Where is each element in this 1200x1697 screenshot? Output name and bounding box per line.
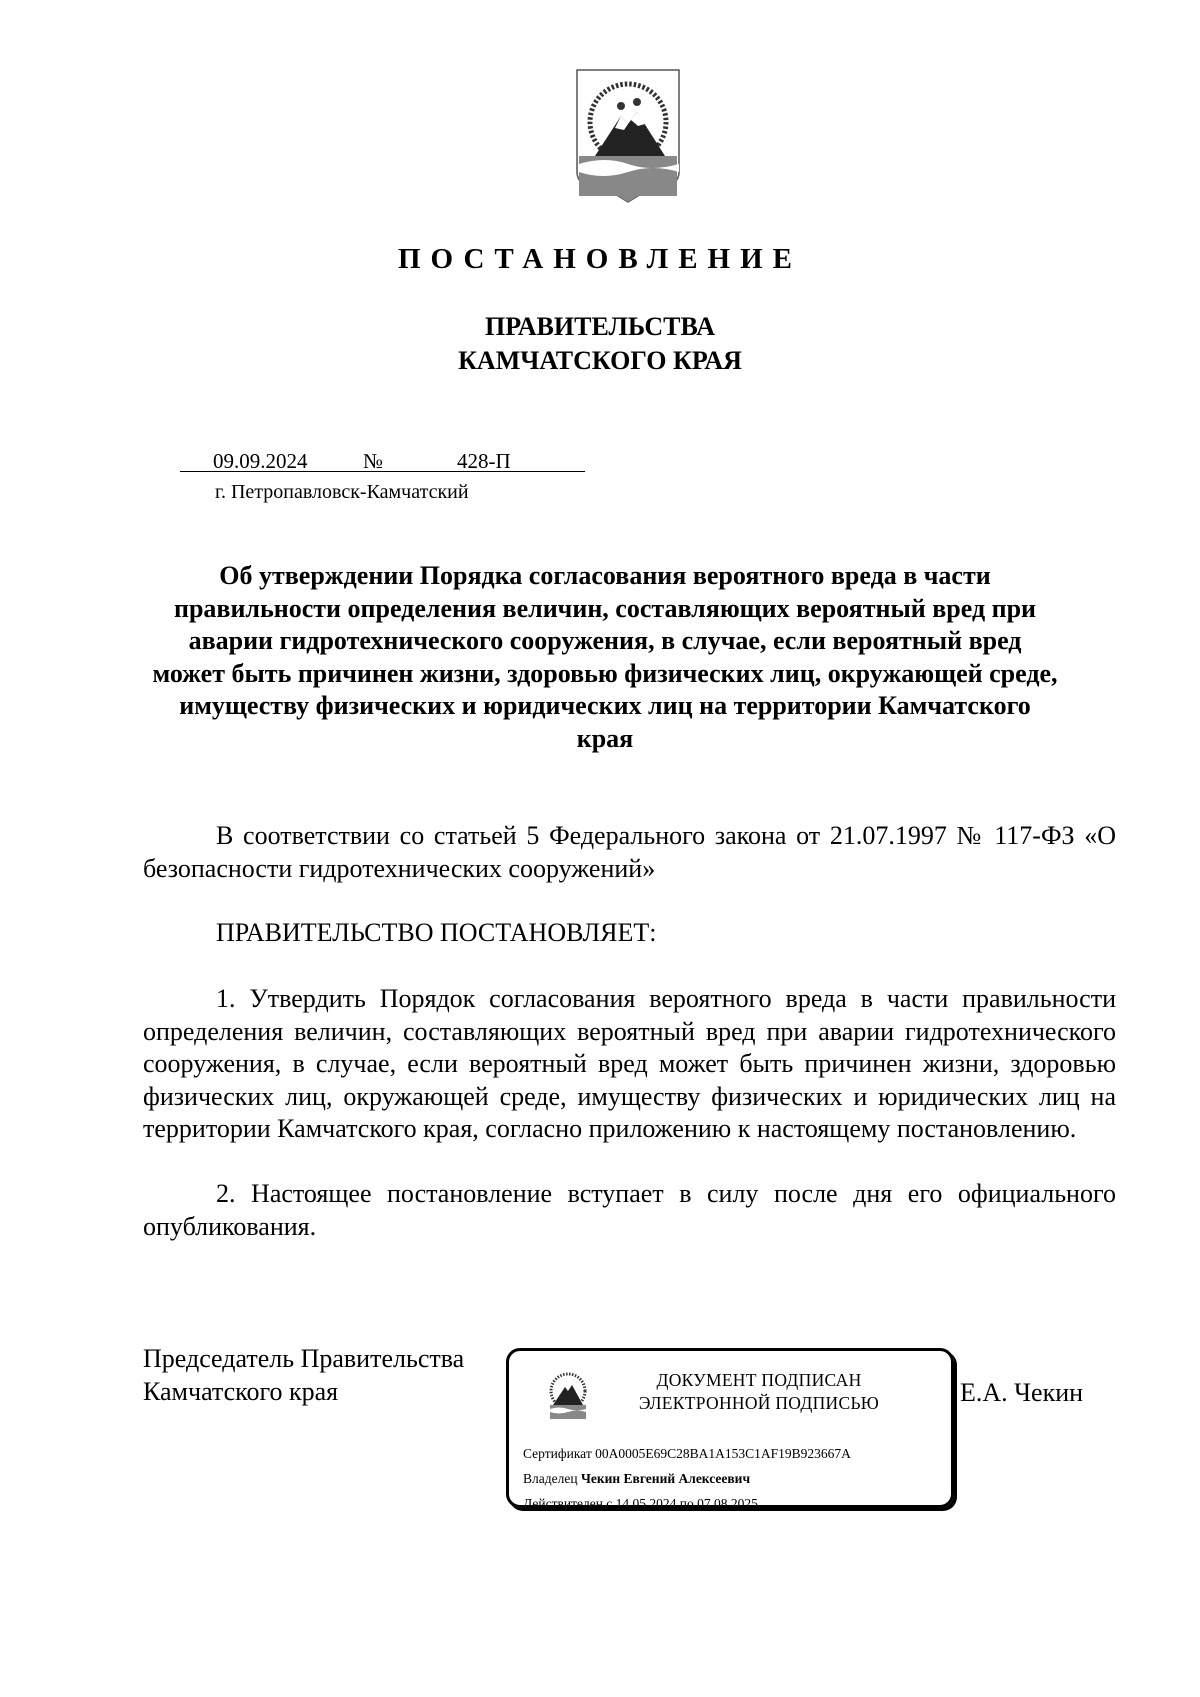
- document-date: 09.09.2024: [213, 449, 308, 473]
- position-line-2: Камчатского края: [143, 1377, 339, 1406]
- certificate-value: 00A0005E69C28BA1A153C1AF19B923667A: [595, 1446, 851, 1461]
- signatory-position: [143, 1342, 464, 1408]
- date-number-line: [180, 448, 585, 474]
- coat-of-arms-icon: [575, 68, 681, 204]
- clause-1: [143, 983, 1116, 1146]
- valid-label: Действителен с: [523, 1496, 613, 1511]
- stamp-title-line-1: ДОКУМЕНТ ПОДПИСАН: [656, 1370, 862, 1390]
- position-line-1: Председатель Правительства: [143, 1344, 465, 1373]
- issuer: [0, 310, 1200, 378]
- validity-row: [523, 1495, 758, 1512]
- certificate-label: Сертификат: [523, 1446, 592, 1461]
- stamp-emblem-icon: [547, 1371, 589, 1425]
- city: г. Петропавловск-Камчатский: [215, 481, 469, 503]
- decree-heading: ПРАВИТЕЛЬСТВО ПОСТАНОВЛЯЕТ:: [216, 918, 657, 947]
- issuer-line-2: КАМЧАТСКОГО КРАЯ: [458, 346, 742, 375]
- valid-to-label: по: [679, 1496, 694, 1511]
- preamble-text: В соответствии со статьей 5 Федерального закона от 21.07.1997 № 117-ФЗ «О безопасности гидротехнических сооружений»: [143, 821, 1116, 883]
- clause-2: [143, 1178, 1116, 1243]
- issuer-line-1: ПРАВИТЕЛЬСТВА: [485, 312, 715, 341]
- document-number: 428-П: [457, 449, 511, 473]
- number-sign: №: [363, 449, 384, 473]
- document-type: ПОСТАНОВЛЕНИЕ: [397, 243, 802, 275]
- electronic-signature-stamp: [506, 1348, 954, 1511]
- owner-row: [523, 1470, 750, 1487]
- clause-1-text: 1. Утвердить Порядок согласования вероятного вреда в части правильности определения величин, составляющих вероятный вред при аварии гидротехнического сооружения, в случае, если вероятный вред может быть причинен жизни, здоровью физических лиц, окружающей среде, имуществу физических и юридических лиц на территории Камчатского края, согласно приложению к настоящему постановлению.: [143, 984, 1116, 1143]
- certificate-row: [523, 1445, 851, 1462]
- stamp-title: [609, 1369, 909, 1415]
- preamble: [143, 820, 1116, 885]
- clause-2-text: 2. Настоящее постановление вступает в силу после дня его официального опубликования.: [143, 1179, 1116, 1241]
- valid-to: 07.08.2025: [697, 1496, 758, 1511]
- signatory-name: Е.А. Чекин: [960, 1378, 1084, 1407]
- owner-value: Чекин Евгений Алексеевич: [580, 1471, 751, 1486]
- owner-label: Владелец: [523, 1471, 578, 1486]
- document-title: Об утверждении Порядка согласования вероятного вреда в части правильности определения величин, составляющих вероятный вред при аварии гидротехнического сооружения, в случае, если вероятный вред может быть причинен жизни, здоровью физических лиц, окружающей среде, имуществу физических и юридических лиц на территории Камчатского края: [152, 561, 1058, 753]
- valid-from: 14.05.2024: [615, 1496, 677, 1511]
- stamp-title-line-2: ЭЛЕКТРОННОЙ ПОДПИСЬЮ: [638, 1393, 880, 1413]
